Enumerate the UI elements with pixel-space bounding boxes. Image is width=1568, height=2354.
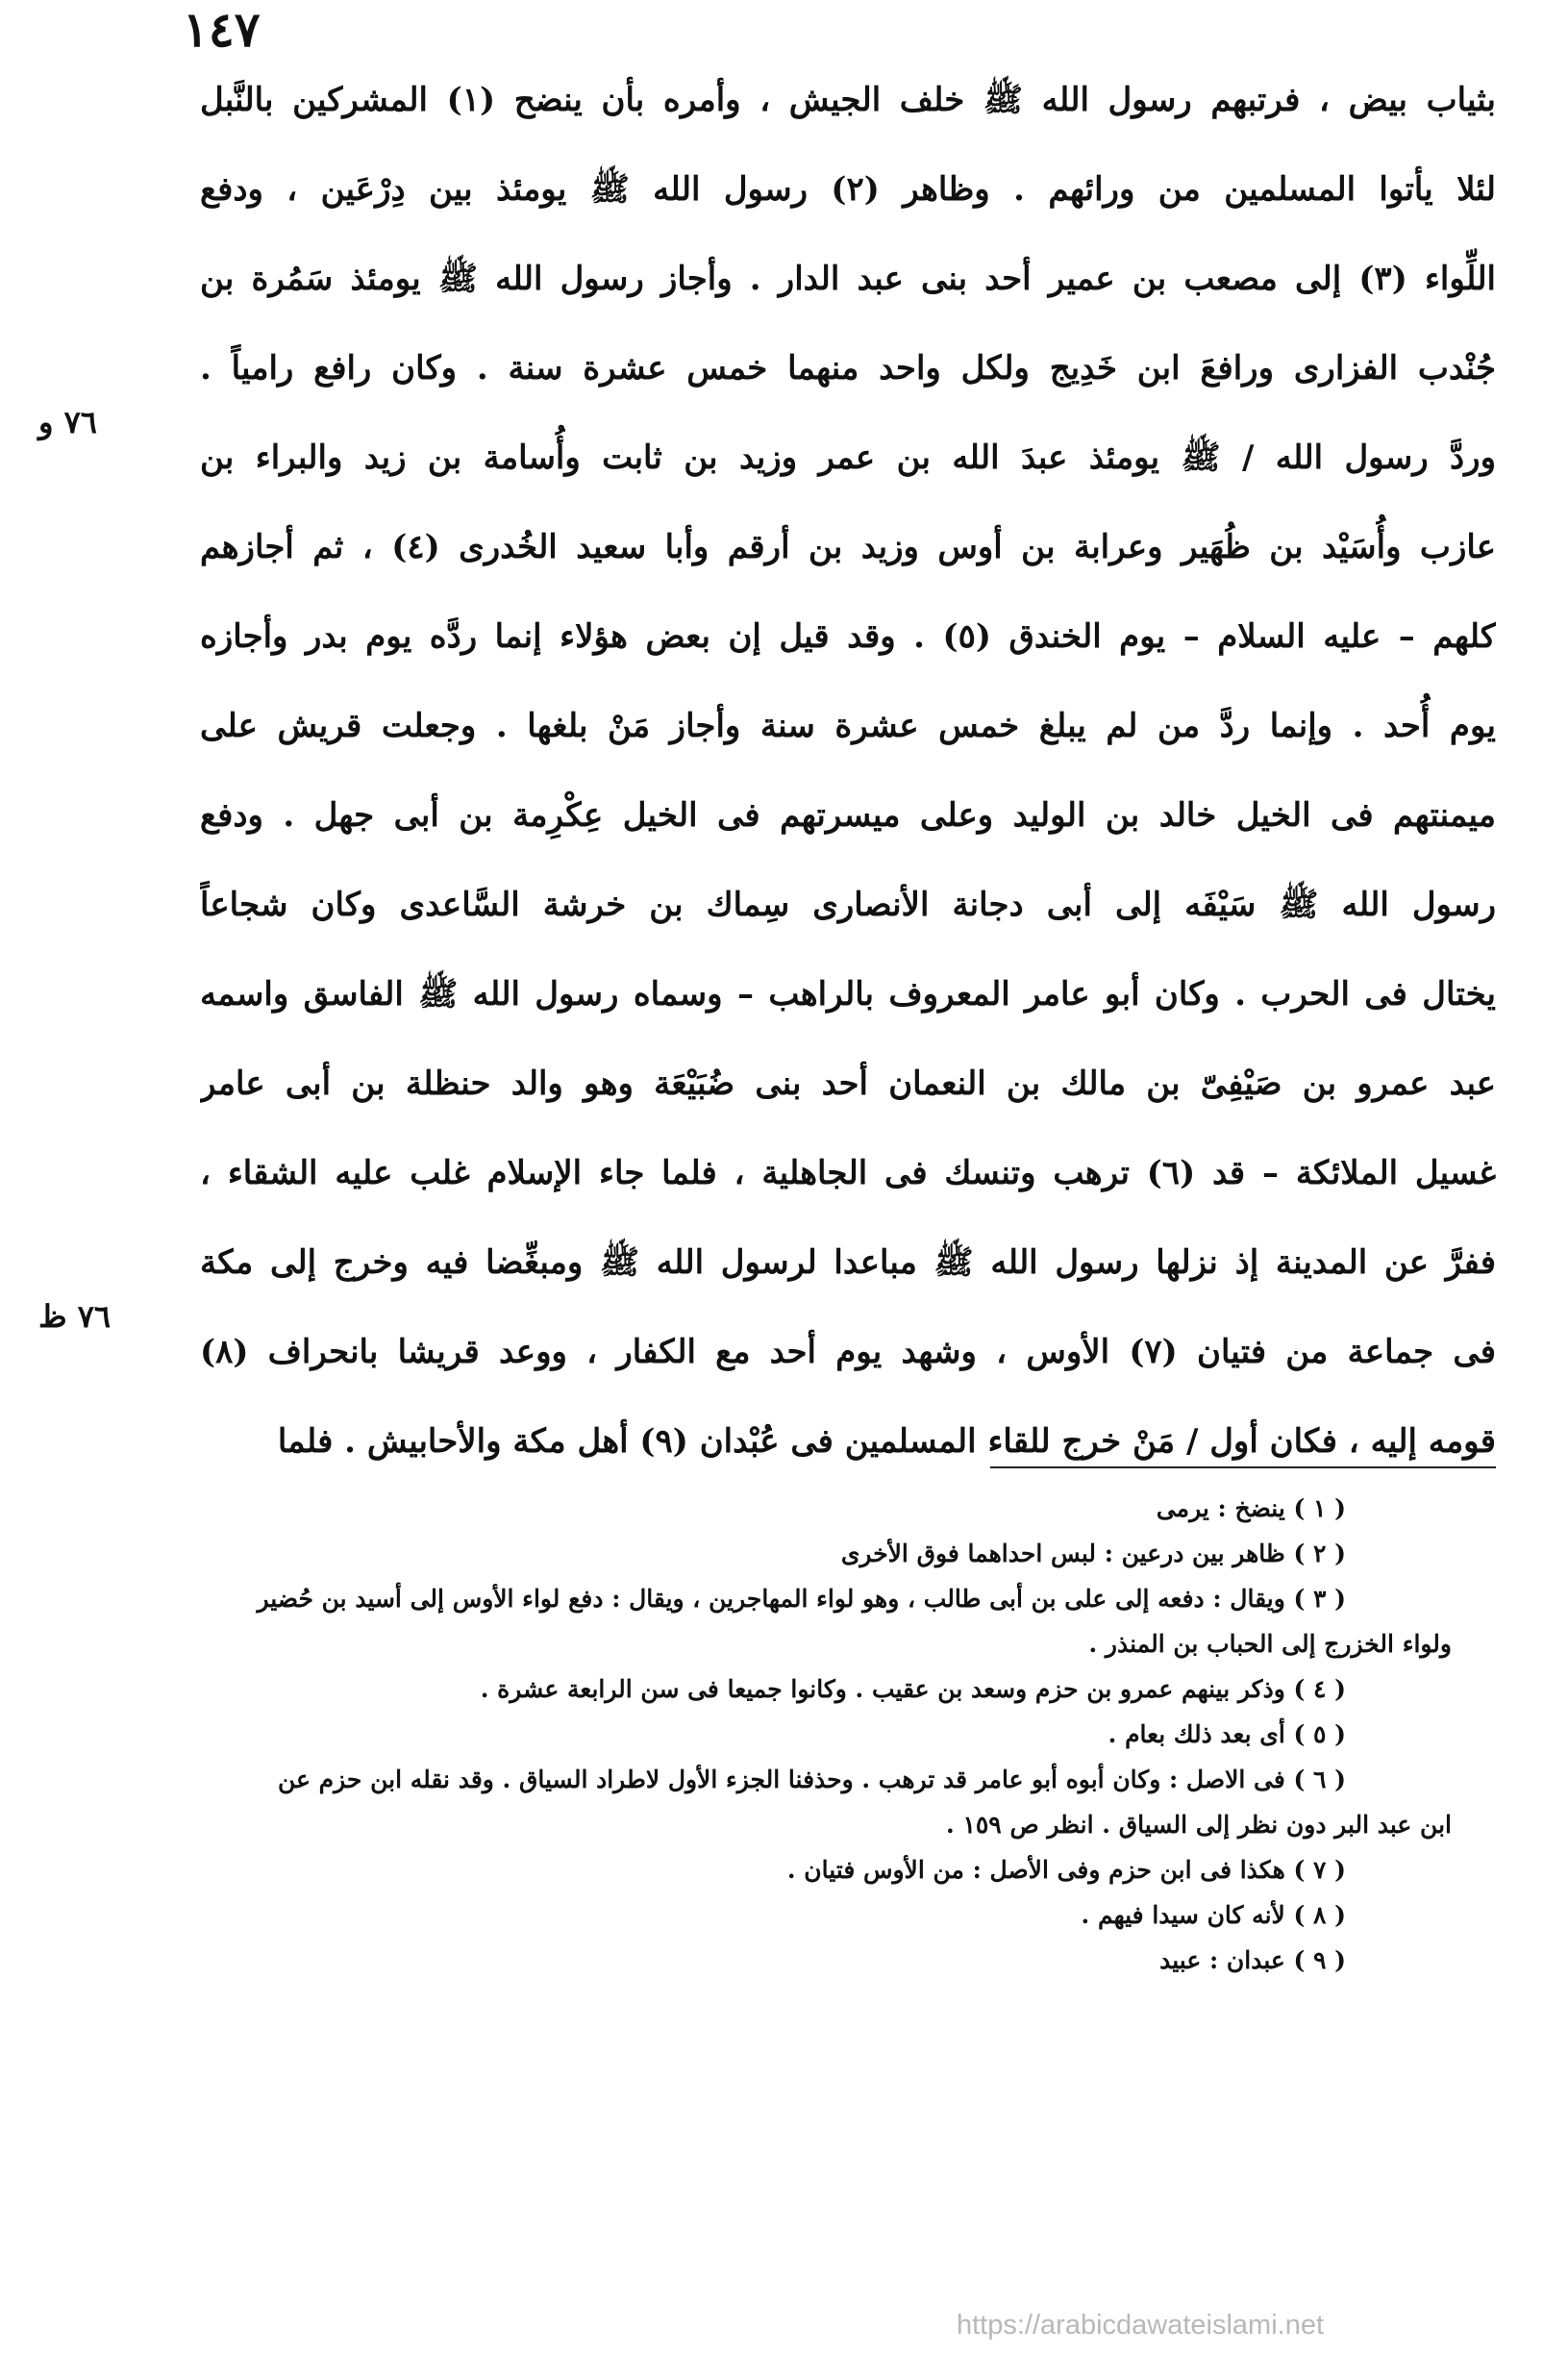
footnotes	[183, 1486, 1452, 1983]
footnote: ( ٩ ) عبدان : عبيد	[1159, 1946, 1346, 1974]
text-line: يختال فى الحرب . وكان أبو عامر المعروف بالراهب – وسماه رسول الله ﷺ الفاسق واسمه	[200, 975, 1496, 1014]
margin-folio-note: ٧٦ و	[38, 404, 97, 440]
text-line: وردَّ رسول الله / ﷺ يومئذ عبدَ الله بن عمر وزيد بن ثابت وأُسامة بن زيد والبراء بن	[200, 438, 1496, 477]
footnote-divider	[990, 1466, 1496, 1468]
footnote: ( ٢ ) ظاهر بين درعين : لبس احداهما فوق الأخرى	[840, 1540, 1346, 1567]
text-line: يوم أُحد . وإنما ردَّ من لم يبلغ خمس عشرة سنة وأجاز مَنْ بلغها . وجعلت قريش على	[200, 707, 1496, 745]
footnote: ( ٤ ) وذكر بينهم عمرو بن حزم وسعد بن عقيب . وكانوا جميعا فى سن الرابعة عشرة .	[480, 1675, 1346, 1703]
text-line: ميمنتهم فى الخيل خالد بن الوليد وعلى ميسرتهم فى الخيل عِكْرِمة بن أبى جهل . ودفع	[200, 796, 1496, 835]
footnote: ( ٣ ) ويقال : دفعه إلى على بن أبى طالب ، وهو لواء المهاجرين ، ويقال : دفع لواء الأوس إلى أسيد بن حُضير	[257, 1585, 1346, 1613]
footnote: ( ٨ ) لأنه كان سيدا فيهم .	[1081, 1901, 1346, 1929]
text-line: قومه إليه ، فكان أول / مَنْ خرج للقاء المسلمين فى عُبْدان (٩) أهل مكة والأحابيش . فلما	[277, 1422, 1496, 1461]
text-line: اللِّواء (٣) إلى مصعب بن عمير أحد بنى عبد الدار . وأجاز رسول الله ﷺ يومئذ سَمُرة بن	[200, 260, 1496, 298]
footnote: ( ٦ ) فى الاصل : وكان أبوه أبو عامر قد ترهب . وحذفنا الجزء الأول لاطراد السياق . وقد نقله ابن حزم عن	[278, 1766, 1346, 1793]
page-number: ١٤٧	[183, 1, 261, 58]
source-watermark: https://arabicdawateislami.net	[957, 2310, 1325, 2341]
footnote: ( ٥ ) أى بعد ذلك بعام .	[1108, 1720, 1346, 1748]
footnote-continuation: ولواء الخزرج إلى الحباب بن المنذر .	[1088, 1630, 1452, 1658]
text-line: جُنْدب الفزارى ورافعَ ابن خَدِيج ولكل واحد منهما خمس عشرة سنة . وكان رافع رامياً .	[200, 349, 1496, 388]
text-line: رسول الله ﷺ سَيْفَه إلى أبى دجانة الأنصارى سِماك بن خرشة السَّاعدى وكان شجاعاً	[200, 886, 1496, 924]
text-line: كلهم – عليه السلام – يوم الخندق (٥) . وقد قيل إن بعض هؤلاء إنما ردَّه يوم بدر وأجازه	[200, 617, 1496, 656]
text-line: فى جماعة من فتيان (٧) الأوس ، وشهد يوم أحد مع الكفار ، ووعد قريشا بانحراف (٨)	[200, 1333, 1496, 1371]
text-line: غسيل الملائكة – قد (٦) ترهب وتنسك فى الجاهلية ، فلما جاء الإسلام غلب عليه الشقاء ،	[200, 1154, 1496, 1192]
main-text	[200, 56, 1496, 1487]
text-line: ففرَّ عن المدينة إذ نزلها رسول الله ﷺ مباعدا لرسول الله ﷺ ومبغِّضا فيه وخرج إلى مكة	[200, 1243, 1496, 1282]
footnote: ( ٧ ) هكذا فى ابن حزم وفى الأصل : من الأوس فتيان .	[786, 1856, 1346, 1884]
margin-folio-note: ٧٦ ظ	[38, 1298, 112, 1335]
text-line: بثياب بيض ، فرتبهم رسول الله ﷺ خلف الجيش ، وأمره بأن ينضح (١) المشركين بالنَّبل	[200, 81, 1496, 119]
text-line: عبد عمرو بن صَيْفِىّ بن مالك بن النعمان أحد بنى ضُبَيْعَة وهو والد حنظلة بن أبى عامر	[200, 1064, 1496, 1103]
footnote: ( ١ ) ينضخ : يرمى	[1156, 1494, 1346, 1522]
text-line: عازب وأُسَيْد بن ظُهَير وعرابة بن أوس وزيد بن أرقم وأبا سعيد الخُدرى (٤) ، ثم أجازهم	[200, 528, 1496, 566]
footnote-continuation: ابن عبد البر دون نظر إلى السياق . انظر ص ١٥٩ .	[946, 1811, 1452, 1839]
text-line: لئلا يأتوا المسلمين من ورائهم . وظاهر (٢) رسول الله ﷺ يومئذ بين دِرْعَين ، ودفع	[200, 170, 1496, 209]
